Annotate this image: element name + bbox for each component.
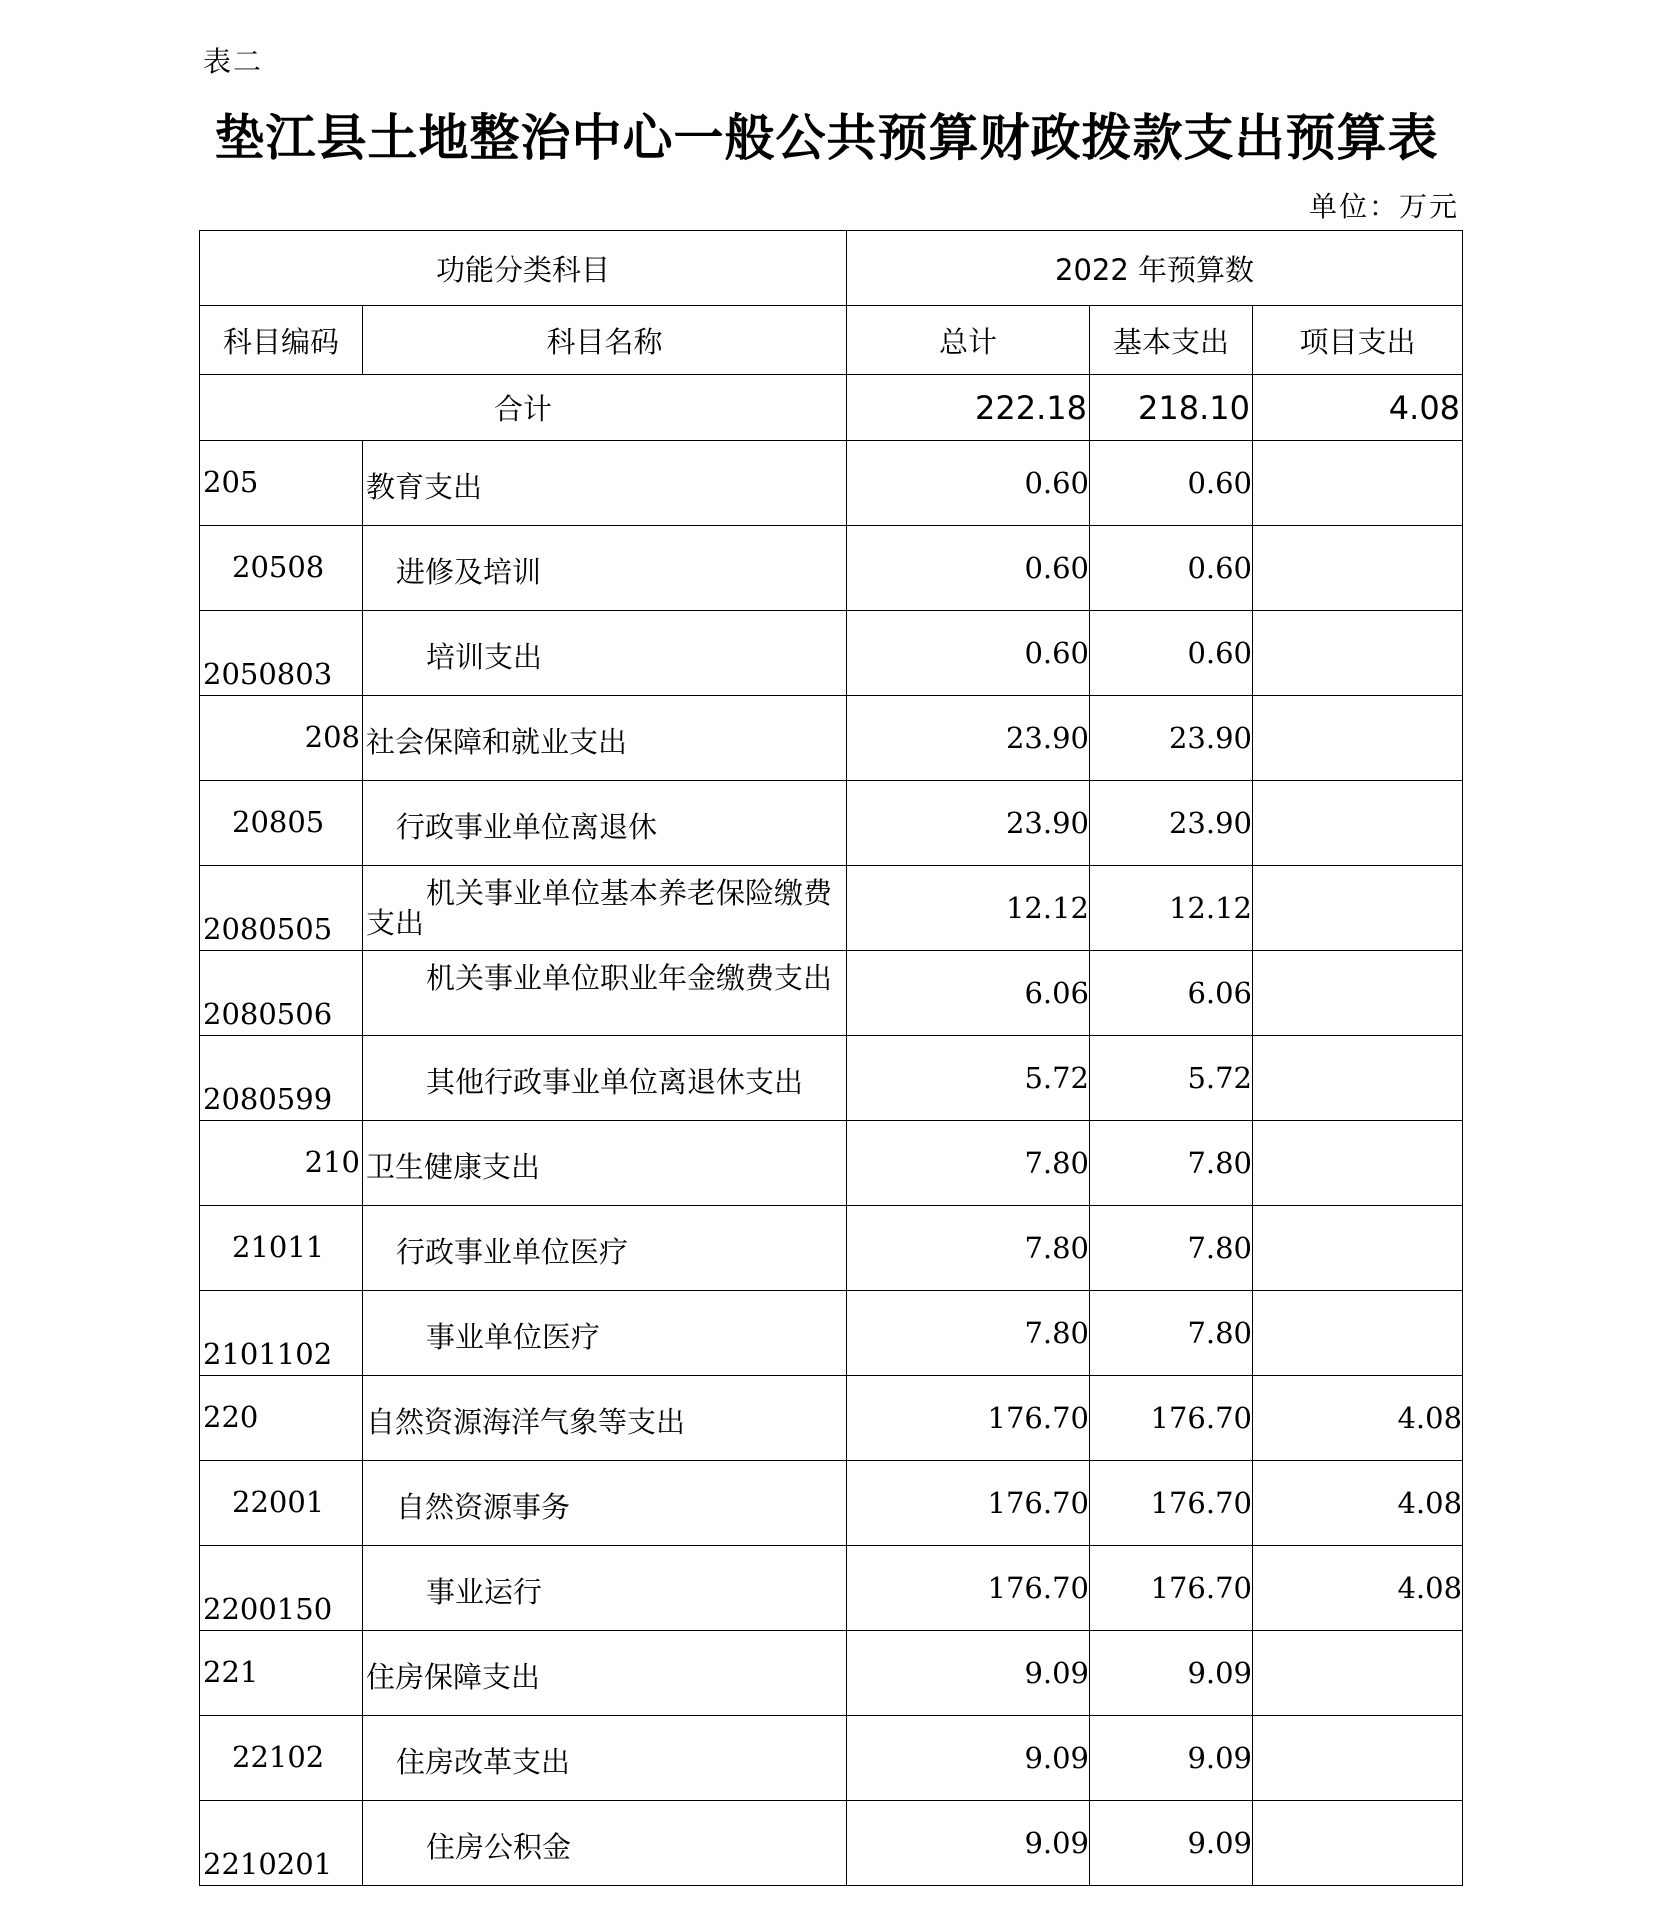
project-cell bbox=[1253, 951, 1463, 1036]
unit-label: 单位：万元 bbox=[1308, 190, 1459, 223]
basic-cell: 7.80 bbox=[1090, 1206, 1253, 1291]
code-text: 22102 bbox=[232, 1740, 325, 1774]
basic-cell: 9.09 bbox=[1090, 1801, 1253, 1886]
budget-table bbox=[199, 230, 1463, 1886]
basic-cell: 5.72 bbox=[1090, 1036, 1253, 1121]
page-label: 表二 bbox=[203, 45, 264, 78]
project-cell bbox=[1253, 781, 1463, 866]
name-cell bbox=[363, 1546, 847, 1631]
basic-cell: 12.12 bbox=[1090, 866, 1253, 951]
code-text: 210 bbox=[304, 1145, 360, 1179]
total-cell: 23.90 bbox=[847, 781, 1090, 866]
table-row bbox=[200, 866, 1463, 951]
total-cell: 23.90 bbox=[847, 696, 1090, 781]
code-text: 2200150 bbox=[203, 1592, 333, 1626]
name-text: 教育支出 bbox=[366, 470, 483, 504]
basic-cell: 9.09 bbox=[1090, 1631, 1253, 1716]
name-cell bbox=[363, 1461, 847, 1546]
code-text: 2050803 bbox=[203, 657, 333, 691]
header-category: 功能分类科目 bbox=[200, 231, 847, 306]
name-cell bbox=[363, 1801, 847, 1886]
header-basic: 基本支出 bbox=[1090, 306, 1253, 375]
name-text: 行政事业单位离退休 bbox=[396, 810, 658, 844]
name-cell bbox=[363, 1036, 847, 1121]
basic-cell: 23.90 bbox=[1090, 696, 1253, 781]
code-cell bbox=[200, 1206, 363, 1291]
table-row bbox=[200, 1376, 1463, 1461]
code-cell bbox=[200, 441, 363, 526]
name-text: 社会保障和就业支出 bbox=[366, 725, 628, 759]
header-total: 总计 bbox=[847, 306, 1090, 375]
basic-cell: 0.60 bbox=[1090, 526, 1253, 611]
name-text: 培训支出 bbox=[426, 640, 543, 674]
code-cell bbox=[200, 1291, 363, 1376]
project-cell bbox=[1253, 1631, 1463, 1716]
code-text: 220 bbox=[203, 1400, 259, 1434]
project-cell: 4.08 bbox=[1253, 1546, 1463, 1631]
table-row bbox=[200, 951, 1463, 1036]
table-row bbox=[200, 441, 1463, 526]
total-cell: 7.80 bbox=[847, 1291, 1090, 1376]
code-text: 2080599 bbox=[203, 1082, 333, 1116]
project-cell: 4.08 bbox=[1253, 1376, 1463, 1461]
table-row bbox=[200, 1206, 1463, 1291]
name-cell bbox=[363, 1716, 847, 1801]
project-cell bbox=[1253, 1801, 1463, 1886]
total-cell: 9.09 bbox=[847, 1716, 1090, 1801]
code-cell bbox=[200, 696, 363, 781]
project-cell bbox=[1253, 696, 1463, 781]
table-row bbox=[200, 696, 1463, 781]
code-text: 22001 bbox=[232, 1485, 325, 1519]
project-cell bbox=[1253, 866, 1463, 951]
code-cell bbox=[200, 781, 363, 866]
code-cell bbox=[200, 866, 363, 951]
total-basic: 218.10 bbox=[1090, 375, 1253, 441]
code-text: 2210201 bbox=[203, 1847, 333, 1881]
header-row-1 bbox=[200, 231, 1463, 306]
basic-cell: 9.09 bbox=[1090, 1716, 1253, 1801]
code-text: 20805 bbox=[232, 805, 325, 839]
table-row bbox=[200, 1291, 1463, 1376]
name-text: 住房公积金 bbox=[426, 1830, 572, 1864]
name-text: 进修及培训 bbox=[396, 555, 542, 589]
project-cell bbox=[1253, 526, 1463, 611]
total-project: 4.08 bbox=[1253, 375, 1463, 441]
table-row bbox=[200, 1036, 1463, 1121]
page-title: 垫江县土地整治中心一般公共预算财政拨款支出预算表 bbox=[214, 108, 1439, 167]
table-row bbox=[200, 1121, 1463, 1206]
table-row bbox=[200, 611, 1463, 696]
name-cell bbox=[363, 696, 847, 781]
name-cell bbox=[363, 1376, 847, 1461]
project-cell: 4.08 bbox=[1253, 1461, 1463, 1546]
name-text: 住房保障支出 bbox=[366, 1660, 541, 1694]
code-text: 21011 bbox=[232, 1230, 325, 1264]
name-cell bbox=[363, 611, 847, 696]
name-text: 卫生健康支出 bbox=[366, 1150, 541, 1184]
header-row-2 bbox=[200, 306, 1463, 375]
code-cell bbox=[200, 1461, 363, 1546]
total-cell: 176.70 bbox=[847, 1461, 1090, 1546]
basic-cell: 176.70 bbox=[1090, 1376, 1253, 1461]
code-cell bbox=[200, 611, 363, 696]
project-cell bbox=[1253, 1036, 1463, 1121]
total-cell: 9.09 bbox=[847, 1801, 1090, 1886]
table-row bbox=[200, 1801, 1463, 1886]
project-cell bbox=[1253, 611, 1463, 696]
basic-cell: 176.70 bbox=[1090, 1461, 1253, 1546]
basic-cell: 0.60 bbox=[1090, 611, 1253, 696]
total-cell: 0.60 bbox=[847, 611, 1090, 696]
total-cell: 5.72 bbox=[847, 1036, 1090, 1121]
name-text: 其他行政事业单位离退休支出 bbox=[426, 1065, 804, 1099]
code-cell bbox=[200, 1546, 363, 1631]
name-text: 住房改革支出 bbox=[396, 1745, 571, 1779]
code-text: 20508 bbox=[232, 550, 325, 584]
name-text: 机关事业单位职业年金缴费支出 bbox=[426, 961, 833, 995]
code-text: 2080506 bbox=[203, 997, 333, 1031]
total-cell: 7.80 bbox=[847, 1206, 1090, 1291]
table-row bbox=[200, 1546, 1463, 1631]
basic-cell: 6.06 bbox=[1090, 951, 1253, 1036]
project-cell bbox=[1253, 1206, 1463, 1291]
project-cell bbox=[1253, 1121, 1463, 1206]
name-cell bbox=[363, 781, 847, 866]
code-cell bbox=[200, 526, 363, 611]
total-cell: 176.70 bbox=[847, 1376, 1090, 1461]
name-text: 事业运行 bbox=[426, 1575, 543, 1609]
name-cell bbox=[363, 441, 847, 526]
code-text: 2101102 bbox=[203, 1337, 333, 1371]
total-label: 合计 bbox=[200, 375, 847, 441]
code-cell bbox=[200, 1716, 363, 1801]
name-text: 自然资源海洋气象等支出 bbox=[366, 1405, 686, 1439]
total-cell: 0.60 bbox=[847, 526, 1090, 611]
total-cell: 176.70 bbox=[847, 1546, 1090, 1631]
code-cell bbox=[200, 1121, 363, 1206]
header-code: 科目编码 bbox=[200, 306, 363, 375]
project-cell bbox=[1253, 441, 1463, 526]
project-cell bbox=[1253, 1291, 1463, 1376]
basic-cell: 0.60 bbox=[1090, 441, 1253, 526]
name-cell bbox=[363, 1121, 847, 1206]
project-cell bbox=[1253, 1716, 1463, 1801]
total-cell: 12.12 bbox=[847, 866, 1090, 951]
name-cell bbox=[363, 1291, 847, 1376]
name-cell bbox=[363, 1631, 847, 1716]
basic-cell: 23.90 bbox=[1090, 781, 1253, 866]
table-row bbox=[200, 781, 1463, 866]
table-row bbox=[200, 1631, 1463, 1716]
basic-cell: 176.70 bbox=[1090, 1546, 1253, 1631]
name-cell bbox=[363, 866, 847, 951]
name-cell bbox=[363, 1206, 847, 1291]
total-cell: 0.60 bbox=[847, 441, 1090, 526]
code-text: 221 bbox=[203, 1655, 259, 1689]
total-total: 222.18 bbox=[847, 375, 1090, 441]
code-cell bbox=[200, 1036, 363, 1121]
total-cell: 7.80 bbox=[847, 1121, 1090, 1206]
header-year-group: 2022 年预算数 bbox=[847, 231, 1463, 306]
code-cell bbox=[200, 1376, 363, 1461]
code-text: 2080505 bbox=[203, 912, 333, 946]
header-project: 项目支出 bbox=[1253, 306, 1463, 375]
table-row bbox=[200, 1716, 1463, 1801]
code-text: 208 bbox=[304, 720, 360, 754]
name-cell bbox=[363, 951, 847, 1036]
name-text: 自然资源事务 bbox=[396, 1490, 571, 1524]
basic-cell: 7.80 bbox=[1090, 1121, 1253, 1206]
code-text: 205 bbox=[203, 465, 259, 499]
code-cell bbox=[200, 951, 363, 1036]
code-cell bbox=[200, 1631, 363, 1716]
header-name: 科目名称 bbox=[363, 306, 847, 375]
name-text: 行政事业单位医疗 bbox=[396, 1235, 629, 1269]
name-text: 事业单位医疗 bbox=[426, 1320, 601, 1354]
total-cell: 9.09 bbox=[847, 1631, 1090, 1716]
name-cell bbox=[363, 526, 847, 611]
table-row bbox=[200, 526, 1463, 611]
name-text: 机关事业单位基本养老保险缴费支出 bbox=[366, 876, 833, 940]
total-row bbox=[200, 375, 1463, 441]
table-row bbox=[200, 1461, 1463, 1546]
code-cell bbox=[200, 1801, 363, 1886]
total-cell: 6.06 bbox=[847, 951, 1090, 1036]
basic-cell: 7.80 bbox=[1090, 1291, 1253, 1376]
